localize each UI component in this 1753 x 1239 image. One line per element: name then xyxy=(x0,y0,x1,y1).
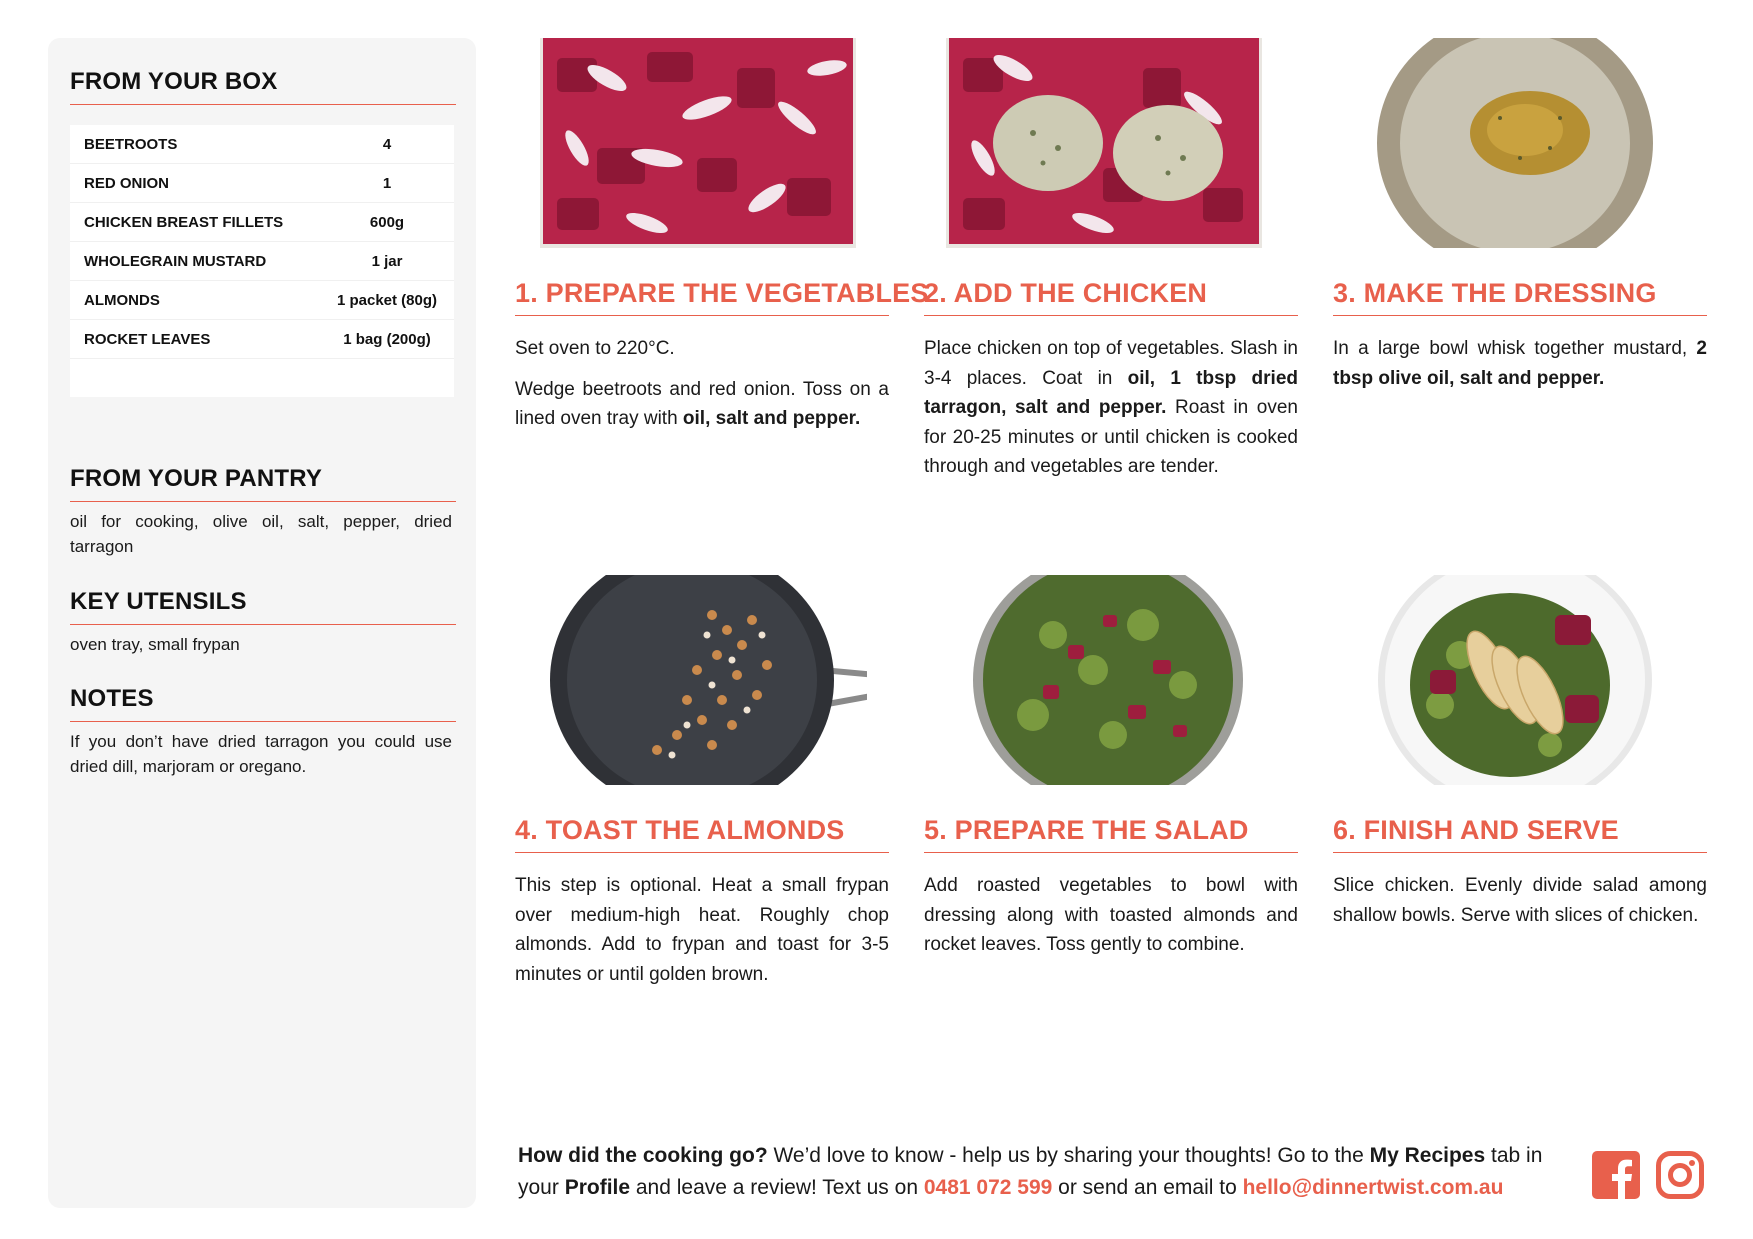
ingredient-qty: 1 packet (80g) xyxy=(320,281,454,320)
ingredient-name: WHOLEGRAIN MUSTARD xyxy=(70,242,320,281)
step-2-title: 2. ADD THE CHICKEN xyxy=(924,278,1298,316)
step-6-text xyxy=(1333,871,1707,941)
step-1-text xyxy=(515,334,889,445)
step-3-title: 3. MAKE THE DRESSING xyxy=(1333,278,1707,316)
table-row xyxy=(70,242,454,281)
step-2-para: Place chicken on top of vegetables. Slash in 3-4 places. Coat in oil, 1 tbsp dried tarragon, salt and pepper. Roast in oven for 20-25 minutes or until chicken is cooked through and vegetables are tender. xyxy=(924,338,1298,477)
my-recipes-link[interactable]: My Recipes xyxy=(1369,1144,1486,1167)
step-3-para: In a large bowl whisk together mustard, 2 tbsp olive oil, salt and pepper. xyxy=(1333,338,1707,389)
facebook-icon[interactable] xyxy=(1592,1151,1640,1199)
ingredient-name: ALMONDS xyxy=(70,281,320,320)
table-row xyxy=(70,125,454,164)
instagram-icon[interactable] xyxy=(1656,1151,1704,1199)
step-1-para-2: Wedge beetroots and red onion. Toss on a lined oven tray with oil, salt and pepper. xyxy=(515,378,889,429)
step-1-title: 1. PREPARE THE VEGETABLES xyxy=(515,278,889,316)
table-row xyxy=(70,203,454,242)
table-row xyxy=(70,164,454,203)
plated-salad-chicken-photo xyxy=(1350,575,1680,785)
ingredient-qty: 1 xyxy=(320,164,454,203)
table-row xyxy=(70,281,454,320)
profile-link[interactable]: Profile xyxy=(564,1176,631,1199)
pantry-text: oil for cooking, olive oil, salt, pepper, dried tarragon xyxy=(70,512,452,556)
dressing-bowl-photo xyxy=(1350,38,1680,248)
step-6-para: Slice chicken. Evenly divide salad among shallow bowls. Serve with slices of chicken. xyxy=(1333,875,1707,926)
ingredient-name: BEETROOTS xyxy=(70,125,320,164)
step-3-text xyxy=(1333,334,1707,404)
table-row xyxy=(70,320,454,359)
utensils-title: KEY UTENSILS xyxy=(70,588,456,625)
step-1-para-1: Set oven to 220°C. xyxy=(515,338,675,359)
notes-title: NOTES xyxy=(70,685,456,722)
step-4-text xyxy=(515,871,889,1000)
from-box-table xyxy=(70,125,454,397)
table-row xyxy=(70,359,454,398)
ingredient-qty: 1 bag (200g) xyxy=(320,320,454,359)
frypan-almonds-photo xyxy=(537,575,867,785)
notes-text: If you don’t have dried tarragon you could use dried dill, marjoram or oregano. xyxy=(70,732,452,776)
step-2-text xyxy=(924,334,1298,493)
phone-link[interactable]: 0481 072 599 xyxy=(923,1176,1053,1199)
ingredient-qty: 600g xyxy=(320,203,454,242)
step-5-para: Add roasted vegetables to bowl with dressing along with toasted almonds and rocket leaves. Toss gently to combine. xyxy=(924,875,1298,955)
salad-bowl-photo xyxy=(943,575,1273,785)
utensils-text: oven tray, small frypan xyxy=(70,635,240,654)
step-6-title: 6. FINISH AND SERVE xyxy=(1333,815,1707,853)
ingredients-sidebar xyxy=(48,38,476,1208)
from-box-title: FROM YOUR BOX xyxy=(70,68,456,105)
tray-with-chicken-photo xyxy=(943,38,1273,248)
ingredient-qty: 1 jar xyxy=(320,242,454,281)
ingredient-name: CHICKEN BREAST FILLETS xyxy=(70,203,320,242)
step-4-title: 4. TOAST THE ALMONDS xyxy=(515,815,889,853)
ingredient-qty: 4 xyxy=(320,125,454,164)
pantry-title: FROM YOUR PANTRY xyxy=(70,465,456,502)
footer-question: How did the cooking go? xyxy=(518,1144,768,1167)
ingredient-name: RED ONION xyxy=(70,164,320,203)
step-5-text xyxy=(924,871,1298,971)
email-link[interactable]: hello@dinnertwist.com.au xyxy=(1242,1176,1504,1199)
step-4-para: This step is optional. Heat a small frypan over medium-high heat. Roughly chop almonds. Add to frypan and toast for 3-5 minutes or until golden brown. xyxy=(515,875,889,985)
ingredient-name: ROCKET LEAVES xyxy=(70,320,320,359)
roasting-tray-vegetables-photo xyxy=(537,38,867,248)
feedback-footer: How did the cooking go? We’d love to know - help us by sharing your thoughts! Go to the My Recipes tab in your Profile and leave a review! Text us on 0481 072 599 or send an email to hello@dinnertwist.com.au xyxy=(518,1144,1543,1199)
step-5-title: 5. PREPARE THE SALAD xyxy=(924,815,1298,853)
